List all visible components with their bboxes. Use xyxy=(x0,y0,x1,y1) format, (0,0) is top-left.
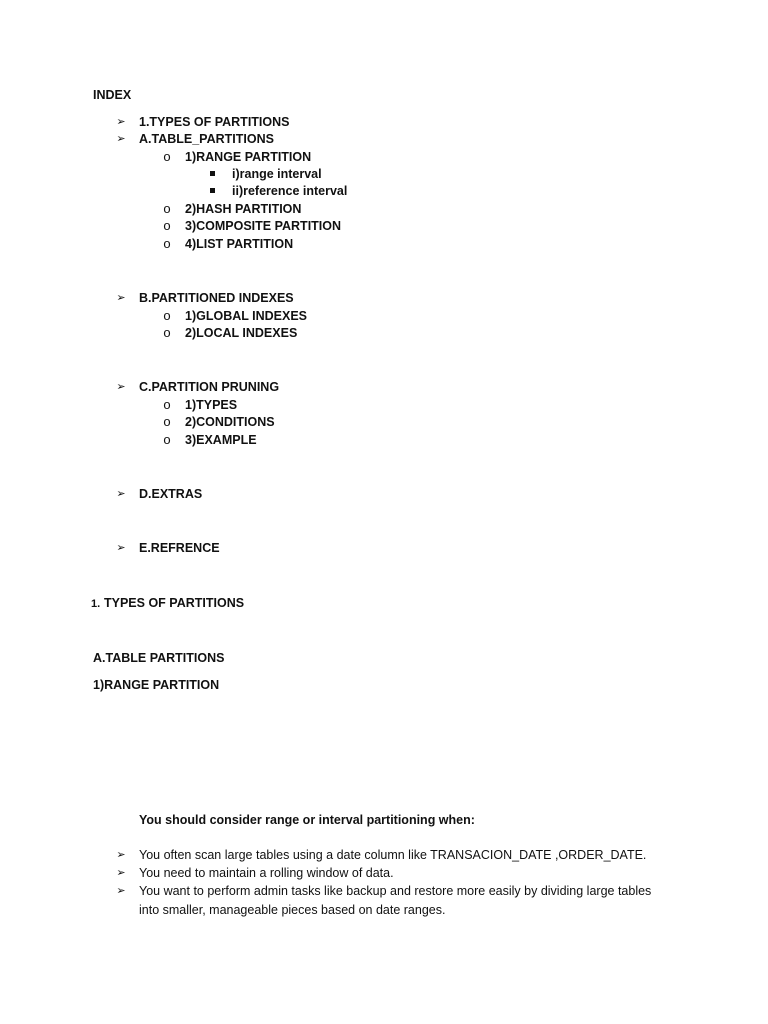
index-subitem-composite: 3)COMPOSITE PARTITION xyxy=(185,219,342,233)
index-subsub-range-interval: i)range interval xyxy=(232,167,322,181)
arrow-bullet-icon: ➢ xyxy=(116,488,126,500)
index-subitem-conditions: 2)CONDITIONS xyxy=(185,415,275,429)
arrow-bullet-icon: ➢ xyxy=(116,116,126,128)
consider-bullet-text: You need to maintain a rolling window of data. xyxy=(139,866,394,880)
index-subitem-types: 1)TYPES xyxy=(185,398,238,412)
index-subitem-hash: 2)HASH PARTITION xyxy=(185,202,302,216)
index-item-types: 1.TYPES OF PARTITIONS xyxy=(139,115,290,129)
circle-bullet-icon: o xyxy=(163,218,171,233)
index-subsub-reference-interval: ii)reference interval xyxy=(232,184,348,198)
circle-bullet-icon: o xyxy=(163,325,171,340)
circle-bullet-icon: o xyxy=(163,397,171,412)
index-item-extras: D.EXTRAS xyxy=(139,487,203,501)
subsection-heading: A.TABLE PARTITIONS xyxy=(93,651,225,665)
index-subitem-local: 2)LOCAL INDEXES xyxy=(185,326,298,340)
circle-bullet-icon: o xyxy=(163,432,171,447)
consider-heading: You should consider range or interval partitioning when: xyxy=(139,813,475,827)
index-subitem-range: 1)RANGE PARTITION xyxy=(185,150,312,164)
circle-bullet-icon: o xyxy=(163,201,171,216)
square-bullet-icon xyxy=(210,171,215,176)
arrow-bullet-icon: ➢ xyxy=(116,292,126,304)
circle-bullet-icon: o xyxy=(163,149,171,164)
consider-bullet-text-continued: into smaller, manageable pieces based on date ranges. xyxy=(139,903,446,917)
index-item-table-partitions: A.TABLE_PARTITIONS xyxy=(139,132,274,146)
index-subitem-example: 3)EXAMPLE xyxy=(185,433,257,447)
index-heading: INDEX xyxy=(93,88,132,102)
arrow-bullet-icon: ➢ xyxy=(116,133,126,145)
index-subitem-global: 1)GLOBAL INDEXES xyxy=(185,309,308,323)
arrow-bullet-icon: ➢ xyxy=(116,867,126,879)
circle-bullet-icon: o xyxy=(163,414,171,429)
index-subitem-list: 4)LIST PARTITION xyxy=(185,237,294,251)
section-heading: TYPES OF PARTITIONS xyxy=(104,596,245,610)
arrow-bullet-icon: ➢ xyxy=(116,381,126,393)
circle-bullet-icon: o xyxy=(163,236,171,251)
consider-bullet-text: You often scan large tables using a date column like TRANSACION_DATE ,ORDER_DATE. xyxy=(139,848,647,862)
index-item-partition-pruning: C.PARTITION PRUNING xyxy=(139,380,280,394)
index-item-partitioned-indexes: B.PARTITIONED INDEXES xyxy=(139,291,294,305)
arrow-bullet-icon: ➢ xyxy=(116,849,126,861)
index-item-refrence: E.REFRENCE xyxy=(139,541,220,555)
subsection-heading: 1)RANGE PARTITION xyxy=(93,678,220,692)
square-bullet-icon xyxy=(210,188,215,193)
consider-bullet-text: You want to perform admin tasks like backup and restore more easily by dividing large tables xyxy=(139,884,652,898)
arrow-bullet-icon: ➢ xyxy=(116,885,126,897)
arrow-bullet-icon: ➢ xyxy=(116,542,126,554)
section-number: 1. xyxy=(91,598,101,610)
circle-bullet-icon: o xyxy=(163,308,171,323)
